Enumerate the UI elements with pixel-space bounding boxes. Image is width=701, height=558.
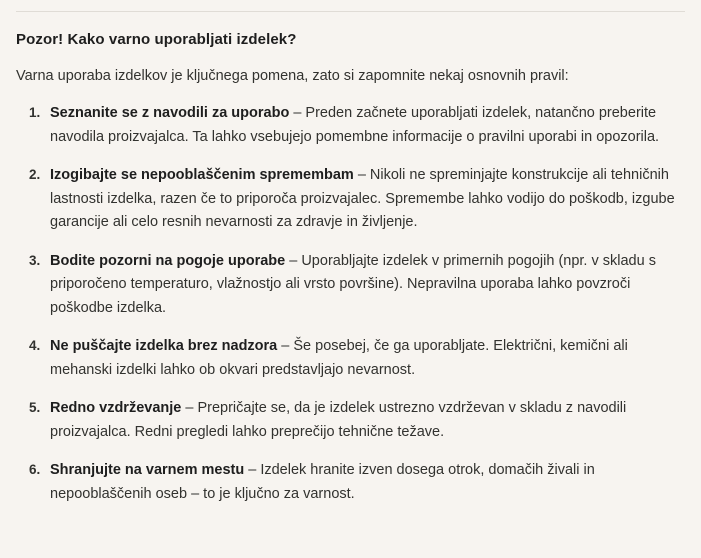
rule-title: Ne puščajte izdelka brez nadzora: [50, 338, 278, 355]
list-item: [44, 102, 685, 149]
rule-body: – Nikoli ne spreminjajte konstrukcije ali tehničnih lastnosti izdelka, razen če to priporoča proizvajalec. Spremembe lahko vodijo do poškodb, izgube garancije ali celo resnih nevarnosti za zdravje in življenje.: [50, 167, 675, 231]
rule-body: – Preden začnete uporabljati izdelek, natančno preberite navodila proizvajalca. Ta lahko vsebujejo pomembne informacije o pravilni uporabi in opozorila.: [50, 105, 660, 145]
rule-body: – Izdelek hranite izven dosega otrok, domačih živali in nepooblaščenih oseb – to je ključno za varnost.: [50, 462, 595, 502]
list-item: [44, 250, 685, 320]
rule-title: Bodite pozorni na pogoje uporabe: [50, 252, 286, 269]
list-item: [44, 335, 685, 382]
rule-body: – Prepričajte se, da je izdelek ustrezno vzdrževan v skladu z navodili proizvajalca. Redni pregledi lahko preprečijo tehnične težave.: [50, 400, 627, 440]
article-container: [0, 11, 701, 558]
section-divider: [16, 11, 685, 12]
list-item: [44, 397, 685, 444]
safety-rules-list: [16, 102, 685, 506]
list-item: [44, 459, 685, 506]
page-title: Pozor! Kako varno uporabljati izdelek?: [16, 31, 297, 48]
rule-title: Izogibajte se nepooblaščenim spremembam: [50, 167, 354, 184]
rule-title: Redno vzdrževanje: [50, 400, 182, 417]
intro-paragraph: Varna uporaba izdelkov je ključnega pomena, zato si zapomnite nekaj osnovnih pravil:: [16, 68, 569, 84]
rule-title: Shranjujte na varnem mestu: [50, 462, 245, 479]
rule-body: – Še posebej, če ga uporabljate. Električni, kemični ali mehanski izdelki lahko ob okvari predstavljajo nevarnost.: [50, 338, 628, 378]
list-item: [44, 164, 685, 234]
rule-body: – Uporabljajte izdelek v primernih pogojih (npr. v skladu s priporočeno temperaturo, vlažnostjo ali vrsto površine). Nepravilna uporaba lahko povzroči poškodbe izdelka.: [50, 252, 656, 316]
rule-title: Seznanite se z navodili za uporabo: [50, 105, 290, 122]
